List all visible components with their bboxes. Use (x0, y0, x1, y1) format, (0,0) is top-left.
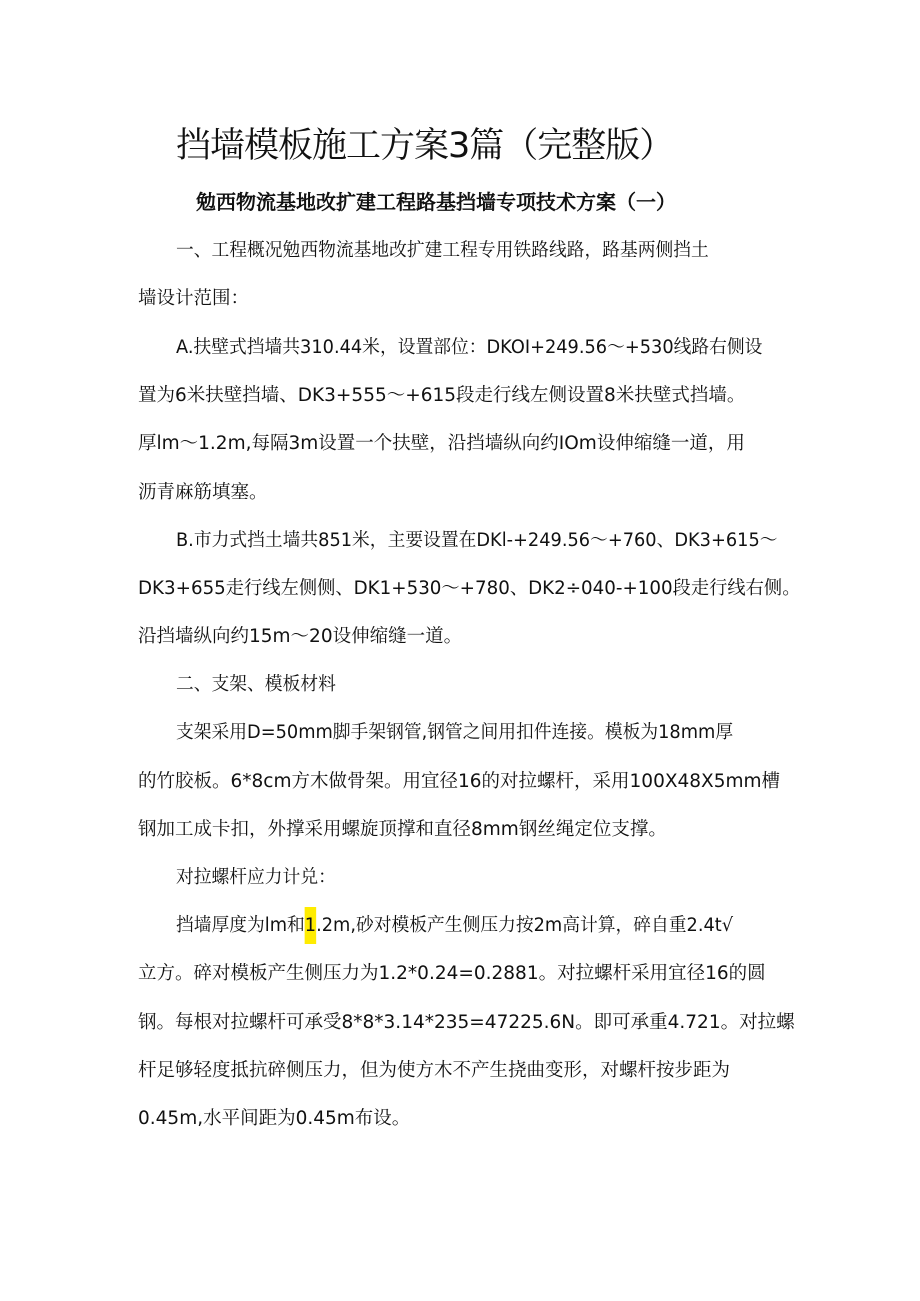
paragraph-line: 对拉螺杆应力计兑： (176, 867, 336, 888)
paragraph-line: A.扶壁式挡墙共310.44米，设置部位：DKOI+249.56～+530线路右侧设 (176, 337, 763, 358)
paragraph-line: 墙设计范围： (138, 288, 250, 309)
paragraph-line: 立方。碎对模板产生侧压力为1.2*0.24=0.2881。对拉螺杆采用宜径16的圆 (138, 963, 766, 984)
highlighted-text: 1 (305, 907, 316, 944)
paragraph-line: 的竹胶板。6*8cm方木做骨架。用宜径16的对拉螺杆，采用100X48X5mm槽 (138, 771, 781, 792)
paragraph-line: 置为6米扶壁挡墙、DK3+555～+615段走行线左侧设置8米扶壁式挡墙。 (138, 385, 746, 406)
paragraph-line: 杆足够轻度抵抗碎侧压力，但为使方木不产生挠曲变形，对螺杆按步距为 (138, 1060, 731, 1081)
section-heading: 二、支架、模板材料 (176, 674, 336, 695)
paragraph-line: 厚lm～1.2m,每隔3m设置一个扶壁，沿挡墙纵向约IOm设伸缩缝一道，用 (138, 433, 745, 454)
paragraph-line: 钢加工成卡扣，外撑采用螺旋顶撑和直径8mm钢丝绳定位支撑。 (138, 819, 667, 840)
text-run: .2m,砂对模板产生侧压力按2m高计算，碎自重2.4t√ (316, 915, 734, 936)
paragraph-line: 沥青麻筋填塞。 (138, 482, 268, 503)
paragraph-line: DK3+655走行线左侧侧、DK1+530～+780、DK2÷040-+100段走行线右侧。 (138, 578, 801, 599)
paragraph-line: 一、工程概况勉西物流基地改扩建工程专用铁路线路，路基两侧挡土 (176, 240, 709, 261)
document-title: 挡墙模板施工方案3篇（完整版） (176, 126, 674, 166)
paragraph-line: 沿挡墙纵向约15m～20设伸缩缝一道。 (138, 626, 463, 647)
paragraph-line: 钢。每根对拉螺杆可承受8*8*3.14*235=47225.6N。即可承重4.721。对拉螺 (138, 1012, 795, 1033)
text-run: 挡墙厚度为lm和 (176, 915, 305, 936)
document-subtitle: 勉西物流基地改扩建工程路基挡墙专项技术方案（一） (196, 190, 676, 214)
paragraph-line (176, 913, 800, 939)
paragraph-line: B.市力式挡土墙共851米，主要设置在DKl-+249.56～+760、DK3+615～ (176, 530, 778, 551)
paragraph-line: 0.45m,水平间距为0.45m布设。 (138, 1108, 411, 1129)
paragraph-line: 支架采用D=50mm脚手架钢管,钢管之间用扣件连接。模板为18mm厚 (176, 722, 734, 743)
